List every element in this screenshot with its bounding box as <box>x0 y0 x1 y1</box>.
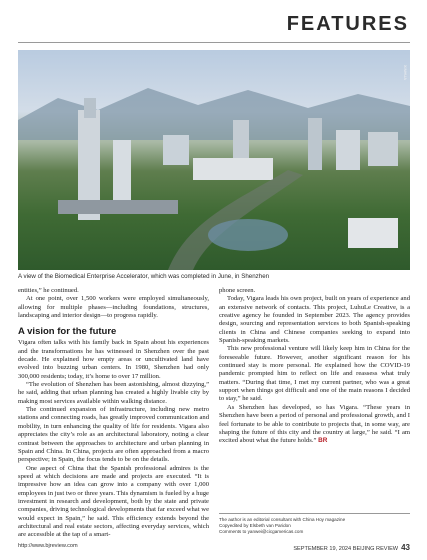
photo-caption: A view of the Biomedical Enterprise Accelerator, which was completed in June, in Shenzhen <box>18 273 270 280</box>
issue-date: SEPTEMBER 19, 2024 BEIJING REVIEW <box>293 546 399 552</box>
paragraph-text: This new professional venture will likely keep him in China for the foreseeable future. However, another significant reason for his continued stay is more personal. He explained how the COVID-19 pandemic prompted him to reflect on life and reassess what truly matters. “During that time, I met my current partner, who was a great support when things got difficult and one of the main reasons I decided to stay,” he said. <box>219 345 410 403</box>
subheading-text: A vision for the future <box>18 326 117 338</box>
comments-note: Comments to yanwei@cicgamericas.com <box>219 529 304 534</box>
end-mark: BR <box>318 437 328 445</box>
paragraph-text: The continued expansion of infrastructure, including new metro stations and connecting roads, has greatly improved communication and mobility, in turn enhancing the quality of life for residents. Vigara also appreciates the city’s role as an architectural laboratory, noting a clear contrast between the approaches to architecture and urban planning in Spain and China. In China, projects are often approached from a macro perspective; in Spain, the focus tends to be on the details. <box>18 406 209 464</box>
city-photo <box>18 50 410 270</box>
paragraph <box>18 465 209 540</box>
paragraph <box>18 295 209 320</box>
page-header <box>0 0 427 50</box>
footer-url[interactable]: http://www.bjreview.com <box>18 543 78 549</box>
author-notes <box>219 513 410 535</box>
paragraph-text: At one point, over 1,500 workers were employed simultaneously, allowing for multiple phases—including foundations, structures, landscaping and interior design—to progress rapidly. <box>18 295 209 320</box>
city-skyline-illustration <box>18 50 410 270</box>
paragraph-text: Vigara often talks with his family back in Spain about his experiences and the transformations he has witnessed in Shenzhen over the past decade. He explained how empty areas or uncultivated land have evolved into buzzing urban centers. In 1980, Shenzhen had only 300,000 residents; today, it’s home to over 17 million. <box>18 339 209 380</box>
article-column-right <box>219 287 410 446</box>
paragraph-text: entities,” he continued. <box>18 287 79 294</box>
header-rule <box>18 42 410 43</box>
paragraph-text: One aspect of China that the Spanish professional admires is the speed at which decisions are made and projects are executed. “It is impressive how an idea can grow into a company with over 1,000 employees in just two or three years. This dynamism is fueled by a huge investment in research and development, both by the state and private companies, driving technological developments that far exceed what we would expect in Spain,” he said. This efficiency extends beyond the architectural and real estate sectors, affecting everyday services, which are accessible at the tap of a smart- <box>18 464 209 539</box>
paragraph-text: As Shenzhen has developed, so has Vigara. “These years in Shenzhen have been a period of personal and professional growth, and I feel fortunate to be able to contribute to projects that, in some way, are shaping the future of this city and the country at large,” he said. “I am excited about what the future holds.” <box>219 403 410 445</box>
paragraph <box>18 287 209 295</box>
author-note: The author is an editorial consultant with China Hoy magazine <box>219 517 346 522</box>
copyedit-note: Copyedited by Elsbeth van Paridon <box>219 523 291 528</box>
paragraph <box>219 287 410 295</box>
paragraph-text: Today, Vigara leads his own project, built on years of experience and an extensive network of contacts. This project, LuhuLe Creative, is a creative agency he founded in September 2023. The agency provides design, sourcing and representation services to both Spanish-speaking clients in China and Chinese companies seeking to expand into Spanish-speaking markets. <box>219 295 410 345</box>
photo-credit: XINHUA <box>403 64 408 80</box>
paragraph-text: “The evolution of Shenzhen has been astonishing, almost dizzying,” he said, adding that urban planning has created a highly livable city by making most services available within walking distance. <box>18 381 209 405</box>
section-label: FEATURES <box>286 13 409 35</box>
paragraph <box>18 339 209 381</box>
page-number: 43 <box>401 543 410 552</box>
paragraph <box>18 381 209 406</box>
paragraph <box>18 406 209 464</box>
article-column-left <box>18 287 209 540</box>
subheading <box>18 326 209 337</box>
page-footer <box>18 543 410 553</box>
paragraph <box>219 295 410 345</box>
paragraph <box>219 345 410 403</box>
paragraph-text: phone screen. <box>219 287 256 294</box>
footer-issue <box>293 543 410 552</box>
paragraph <box>219 404 410 446</box>
